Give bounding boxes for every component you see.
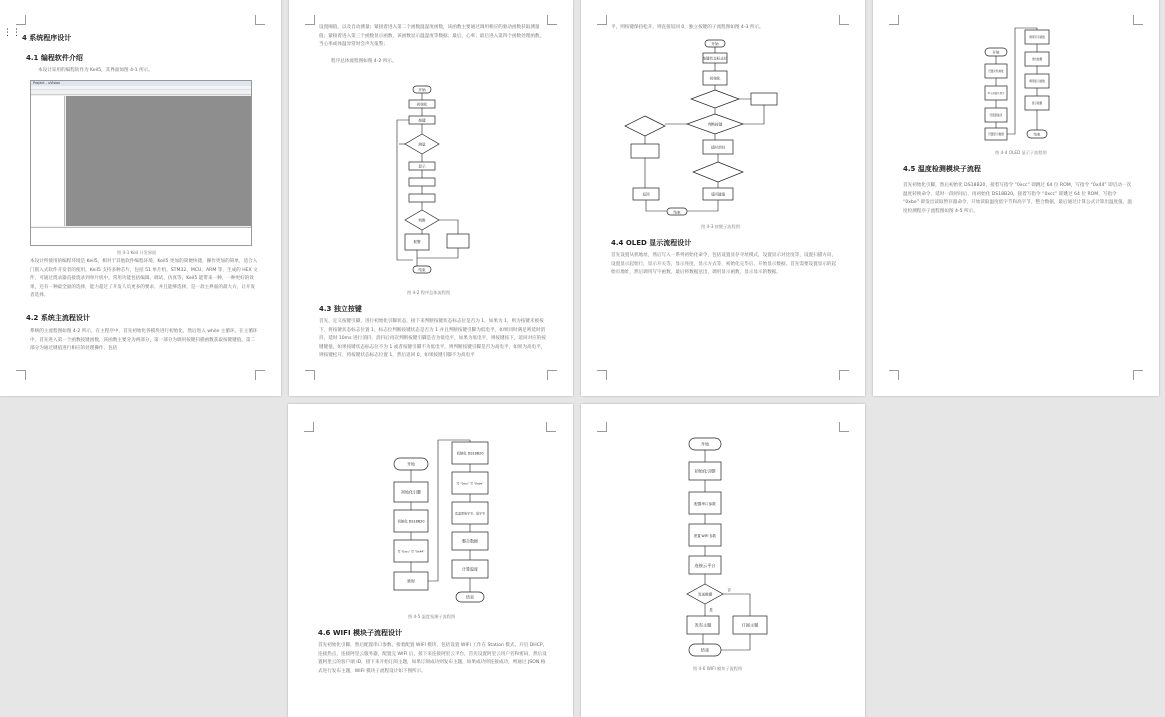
flow-node: 送出数据 — [1031, 58, 1043, 61]
flow-node: 显示数据 — [1031, 102, 1043, 105]
flow-node: 设置显示数据 — [988, 133, 1004, 136]
paragraph: 设置阈值，以及自动测量；紧接着进入第二个函数温湿度函数，该函数主要通过调用相应的驱动函数获取测量值；紧接着进入第三个函数显示函数，该函数显示温湿度等数据；最后，心率；最后进入第四个函数处理函数，当心率或体温异常时会声光报警； — [319, 25, 545, 48]
flow-node: 写 "0xcc" 写 "0xbe" — [456, 481, 484, 486]
flow-branch-no: 否 — [727, 588, 731, 592]
flow-node-start: 开始 — [418, 88, 426, 92]
paragraph: 程序总体流程图如图 4-2 所示。 — [331, 59, 397, 64]
flow-node: 设置从机地址 — [988, 70, 1004, 73]
editor-area — [66, 96, 251, 226]
keil-ide-screenshot — [30, 80, 252, 246]
flow-node-judge: 判断 — [418, 218, 426, 223]
flow-node-init: 初始化 — [416, 102, 428, 107]
section-heading-4-5: 4.5 温度检测模块子流程 — [903, 165, 981, 173]
flow-node-start: 开始 — [711, 42, 719, 46]
document-page-4 — [873, 0, 1159, 396]
paragraph: 平，则按键保持松开，则直接返回 0，独立按键的子流程图如图 4-3 所示。 — [611, 25, 764, 30]
flow-node-return: 返回 — [642, 192, 650, 197]
paragraph: 系统的主流程图如图 4-2 所示，在主程序中，首先初始化各模块进行初始化，然后进入 while 主循环，在主循环中，首先进入第一个函数按键函数，该函数主要分为两部分，第一部分为调用按键扫描函数获取按键键值，第二部分为通过键值进行相应的处理操作，包括 — [30, 329, 258, 352]
flow-node-check: 判断按键 — [707, 122, 723, 127]
flow-node: 写入初始化命令 — [987, 92, 1005, 95]
flow-branch-yes: 是 — [709, 608, 713, 612]
flow-node-init: 初始化 — [709, 76, 721, 81]
drag-handle-icon[interactable]: ⋮⋮ — [3, 28, 21, 38]
flow-node: 初始化 DS18B20 — [397, 519, 425, 524]
flow-node: 初始化引脚 — [694, 468, 716, 474]
chapter-heading: 4 系统程序设计 — [22, 34, 72, 42]
flow-node-debounce: 延时消抖 — [710, 145, 726, 150]
document-page-6 — [581, 404, 865, 717]
flow-node-start: 开始 — [992, 50, 1000, 55]
figure-caption: 图 4-5 温度检测子流程图 — [408, 614, 456, 619]
flow-node: 延时 — [407, 578, 415, 584]
document-page-5 — [288, 404, 573, 717]
flow-node-decision: 发送数据 — [697, 592, 713, 597]
flow-node-start: 开始 — [407, 461, 415, 467]
document-page-3 — [581, 0, 865, 396]
paragraph: 本设计采用的编程软件为 Keil5，其界面如图 4-1 所示。 — [38, 68, 153, 73]
flow-node: 调用写字函数 — [1029, 36, 1045, 39]
flow-node-end: 结束 — [673, 210, 681, 215]
section-heading-4-6: 4.6 WIFI 模块子流程设计 — [318, 629, 402, 637]
flow-node: 配置 WIFI 参数 — [694, 534, 716, 538]
flow-node-end: 结束 — [418, 268, 426, 272]
flow-node-end: 结束 — [1033, 132, 1041, 137]
flow-node: 整合数据 — [462, 538, 478, 544]
section-heading-4-4: 4.4 OLED 显示流程设计 — [611, 239, 692, 247]
flow-node: 初始化 DS18B20 — [456, 451, 484, 456]
flow-node-flag: 按键状态标志位 — [702, 56, 728, 61]
flow-node-measure: 测量 — [418, 142, 426, 147]
main-flowchart — [389, 82, 479, 288]
flow-node: 发布主题 — [694, 622, 712, 628]
flow-node: 读温度低字节、高字节 — [454, 511, 486, 516]
flow-node: 计算温度 — [462, 566, 478, 572]
paragraph: 首先初始化引脚，然后初始化 DS18B20，接着写指令 “0xcc” 即跳过 64 位 ROM，写指令 “0x44” 即启动一次温度转换命令，延时一段时间后，再初始化 DS18B20，接着写指令 “0xcc” 即跳过 64 位 ROM，写指令 “0xbe” 即发出读取暂存器命令，开始读取温度低字节和高字节，整合数据，最后通过计算公式计算出温度值，温度检测程序子流程图如图 4-5 所示。 — [903, 183, 1132, 214]
figure-caption: 图 4-6 WIFI 模块子流程图 — [693, 666, 743, 671]
flow-node-start: 开始 — [700, 441, 710, 447]
flow-node: 连接云平台 — [694, 563, 716, 568]
paragraph: 首先初始化引脚，然后配置串口参数，接着配置 WIFI 模块，包括设置 WIFI 工作在 Station 模式，开启 DHCP，连接热点，连接阿里云服务器，配置完 WIFI 后，接下来连接阿里云平台，首先设置阿里云用户名和密码，然后设置阿里云的客户端 ID，接下来开始订阅主题，如果订阅成功则发布主题，如果成功则连接成功，则通过 JSON 格式进行发布主题，WIFI 模块子流程设计如下图所示。 — [318, 643, 548, 674]
paragraph: 本设计所使用的编程环境是 Keil5，相对于其他软件编程环境，Keil5 更加的简便快捷，操作更加的简单，适合入门嵌入式软件开发者的使用。Keil5 支持多种芯片，包括 51 单片机、STM32、MCU、ARM 等，生成的 HEX 文件，可通过烧录器直接烧录到单片机中。常用功能包括编辑、调试、仿真等，Keil5 能带来一种、一种更好的效果，还有一种最全面的选择，能力超过了开发人员更多的要求，并且能够选择，是一款主界面的最大方，让开发者选择。 — [30, 259, 258, 299]
flow-node: 初始化引脚 — [401, 489, 421, 495]
flow-node: 调用显示函数 — [1029, 80, 1045, 83]
paragraph: 首先，定义按键引脚，进行初始化引脚状态，接下来判断按键状态标志位是否为 1，如果为 1，则为按键未被按下，将按键状态标志位置 1，标志位判断按键状态是否为 1 并且判断按键引脚为低电平，如果同时满足则延时消抖，延时 10ms 进行消抖，消抖后再次判断按键引脚是否为低电平，如果为低电平，则按键按下，返回对应的按键键值，如果按键状态标志位不为 1 或者按键引脚不为低电平，则判断按键引脚是否为高电平，如果为高电平，则按键松开，将按键状态标志位置 1，然后返回 0，如果按键引脚不为高电平 — [319, 319, 546, 359]
flow-node-alarm: 报警 — [413, 240, 421, 244]
flow-node-key: 按键 — [418, 118, 426, 123]
figure-caption: 图 4-2 程序总体流程图 — [407, 290, 451, 295]
section-heading-4-3: 4.3 独立按键 — [319, 305, 362, 313]
wifi-flowchart — [683, 434, 783, 664]
flow-node: 订阅主题 — [741, 622, 759, 628]
project-panel — [31, 96, 65, 226]
build-output-panel — [31, 227, 251, 245]
temperature-flowchart — [388, 438, 508, 610]
flow-node-display: 显示 — [418, 164, 426, 169]
document-page-2 — [289, 0, 573, 396]
figure-caption: 图 4-4 OLED 显示子流程图 — [995, 150, 1047, 155]
flow-node: 写 "0xcc" 写 "0x44" — [397, 549, 425, 554]
figure-caption: 图 4-3 按键子流程图 — [701, 224, 740, 229]
flow-node-end: 结束 — [700, 647, 710, 653]
ide-title-bar: Project - uVision — [31, 81, 251, 86]
flow-node: 配置串口参数 — [694, 502, 716, 506]
flow-node-end: 结束 — [466, 594, 474, 600]
key-flowchart — [615, 38, 795, 220]
paragraph: 首先设置从机地址，然后写入一系列初始化命令，包括设置显存寻址模式，设置显示对比度等，设置扫描方向，设置显示起始行，显示开关等，显示亮度，显示方式等，初始化完毕后，开始显示数据，首先需要设置显示的起始页地址，然后调用写字函数，最后将数据送出，调用显示函数，显示显示的数据。 — [611, 253, 837, 276]
figure-caption: 图 4-1 Keil 开发界面 — [117, 250, 157, 255]
document-page-1 — [0, 0, 281, 396]
oled-flowchart — [981, 26, 1061, 146]
section-heading-4-1: 4.1 编程软件介绍 — [26, 54, 83, 62]
flow-node-return-key: 返回键值 — [710, 192, 726, 197]
flow-node: 设置起始页 — [989, 114, 1003, 117]
section-heading-4-2: 4.2 系统主流程设计 — [26, 314, 90, 322]
